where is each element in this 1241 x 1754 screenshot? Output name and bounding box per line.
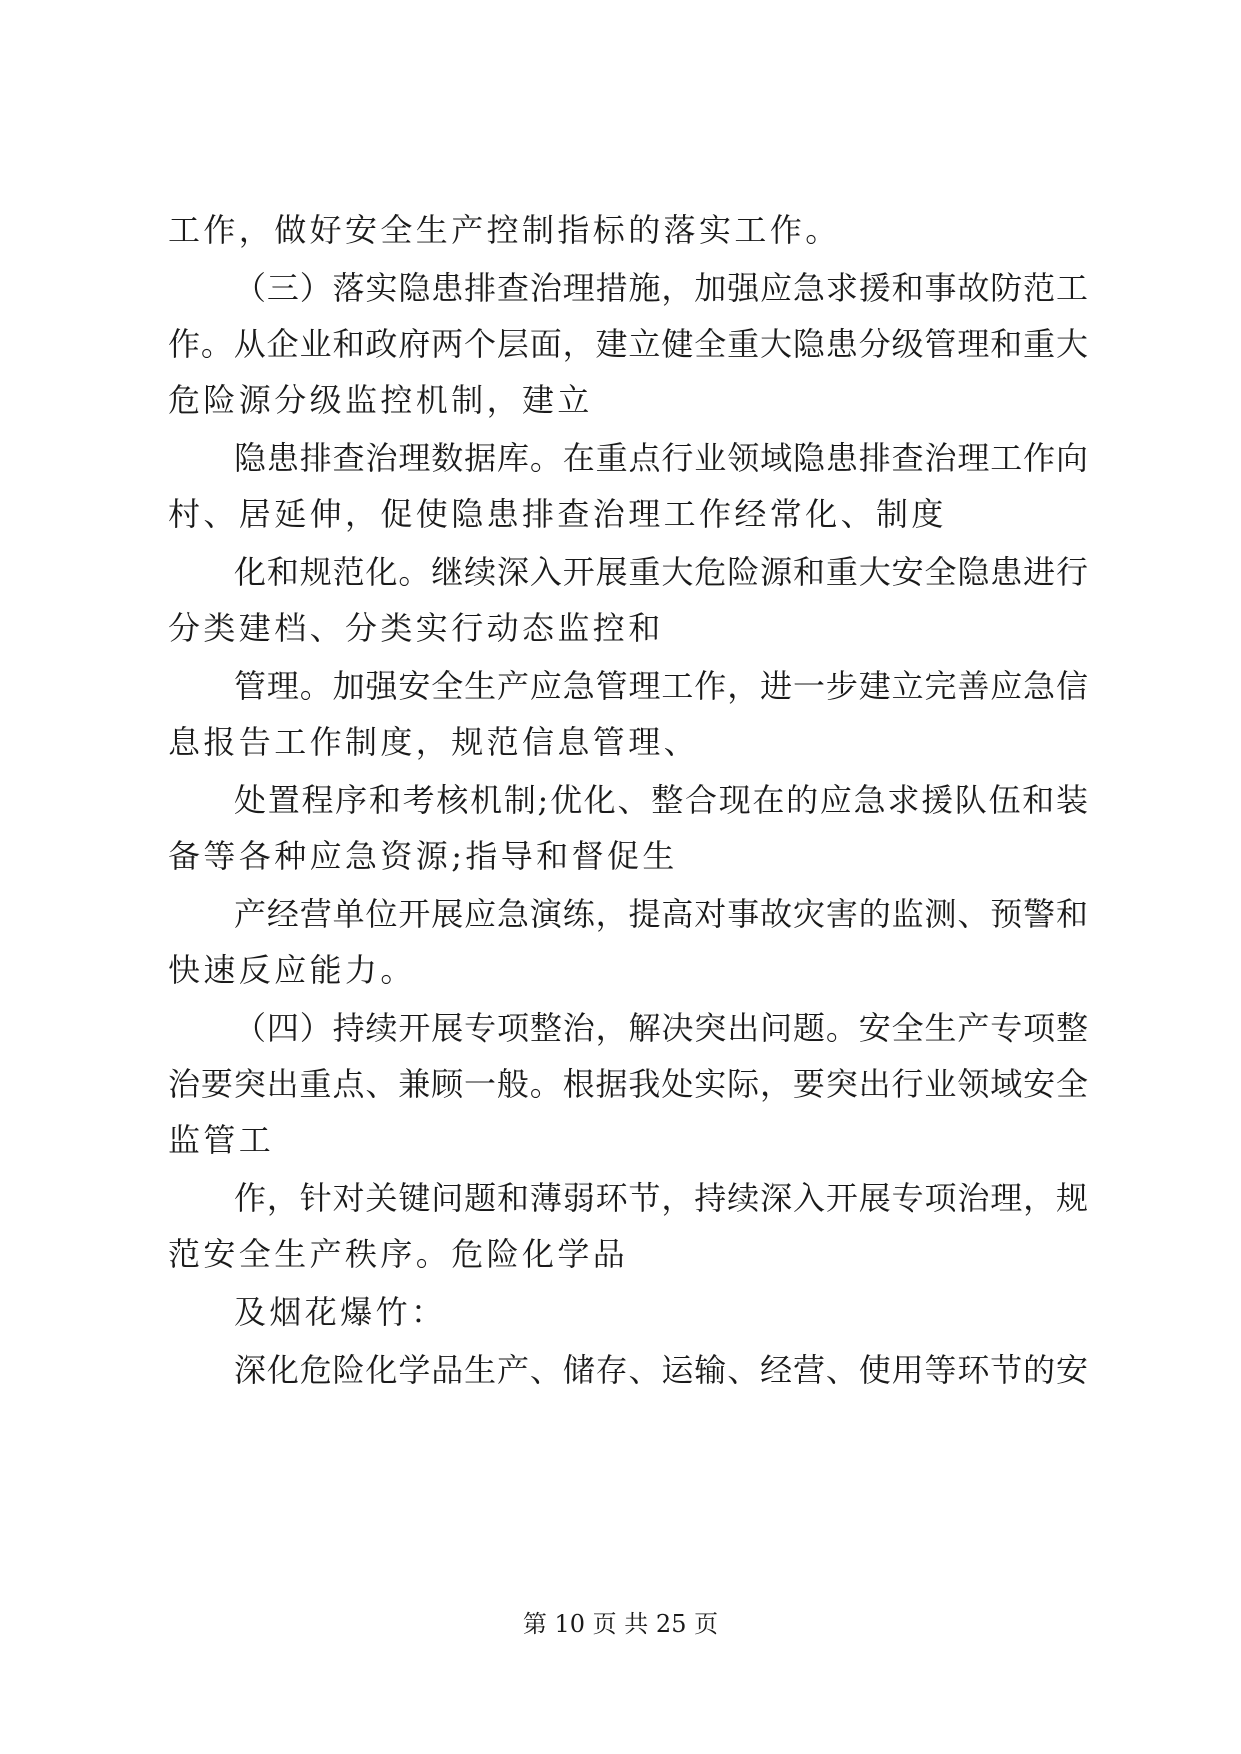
page-number-footer: 第 10 页 共 25 页 <box>522 1610 719 1638</box>
text-line: 产经营单位开展应急演练，提高对事故灾害的监测、预警和 <box>234 895 1088 933</box>
text-line: 处置程序和考核机制;优化、整合现在的应急求援队伍和装 <box>234 781 1088 819</box>
text-line: 深化危险化学品生产、储存、运输、经营、使用等环节的安 <box>234 1351 1088 1389</box>
text-line: （三）落实隐患排查治理措施，加强应急求援和事故防范工 <box>234 269 1088 307</box>
text-line: 隐患排查治理数据库。在重点行业领域隐患排查治理工作向 <box>234 439 1088 477</box>
text-line: 范安全生产秩序。危险化学品 <box>168 1235 629 1273</box>
text-line: 作。从企业和政府两个层面，建立健全重大隐患分级管理和重大 <box>168 325 1088 363</box>
text-line: 监管工 <box>168 1121 275 1159</box>
text-line: 村、居延伸，促使隐患排查治理工作经常化、制度 <box>168 495 947 533</box>
text-line: 化和规范化。继续深入开展重大危险源和重大安全隐患进行 <box>234 553 1088 591</box>
text-line: 危险源分级监控机制，建立 <box>168 381 593 419</box>
text-line: 备等各种应急资源;指导和督促生 <box>168 837 678 875</box>
text-line: 分类建档、分类实行动态监控和 <box>168 609 664 647</box>
text-line: 息报告工作制度，规范信息管理、 <box>168 723 700 761</box>
text-line: 治要突出重点、兼顾一般。根据我处实际，要突出行业领域安全 <box>168 1065 1088 1103</box>
text-line: 管理。加强安全生产应急管理工作，进一步建立完善应急信 <box>234 667 1088 705</box>
text-line: 作，针对关键问题和薄弱环节，持续深入开展专项治理，规 <box>234 1179 1088 1217</box>
text-line: 及烟花爆竹： <box>234 1293 447 1331</box>
text-line: 工作，做好安全生产控制指标的落实工作。 <box>168 211 841 249</box>
text-line: （四）持续开展专项整治，解决突出问题。安全生产专项整 <box>234 1009 1088 1047</box>
text-line: 快速反应能力。 <box>168 951 416 989</box>
